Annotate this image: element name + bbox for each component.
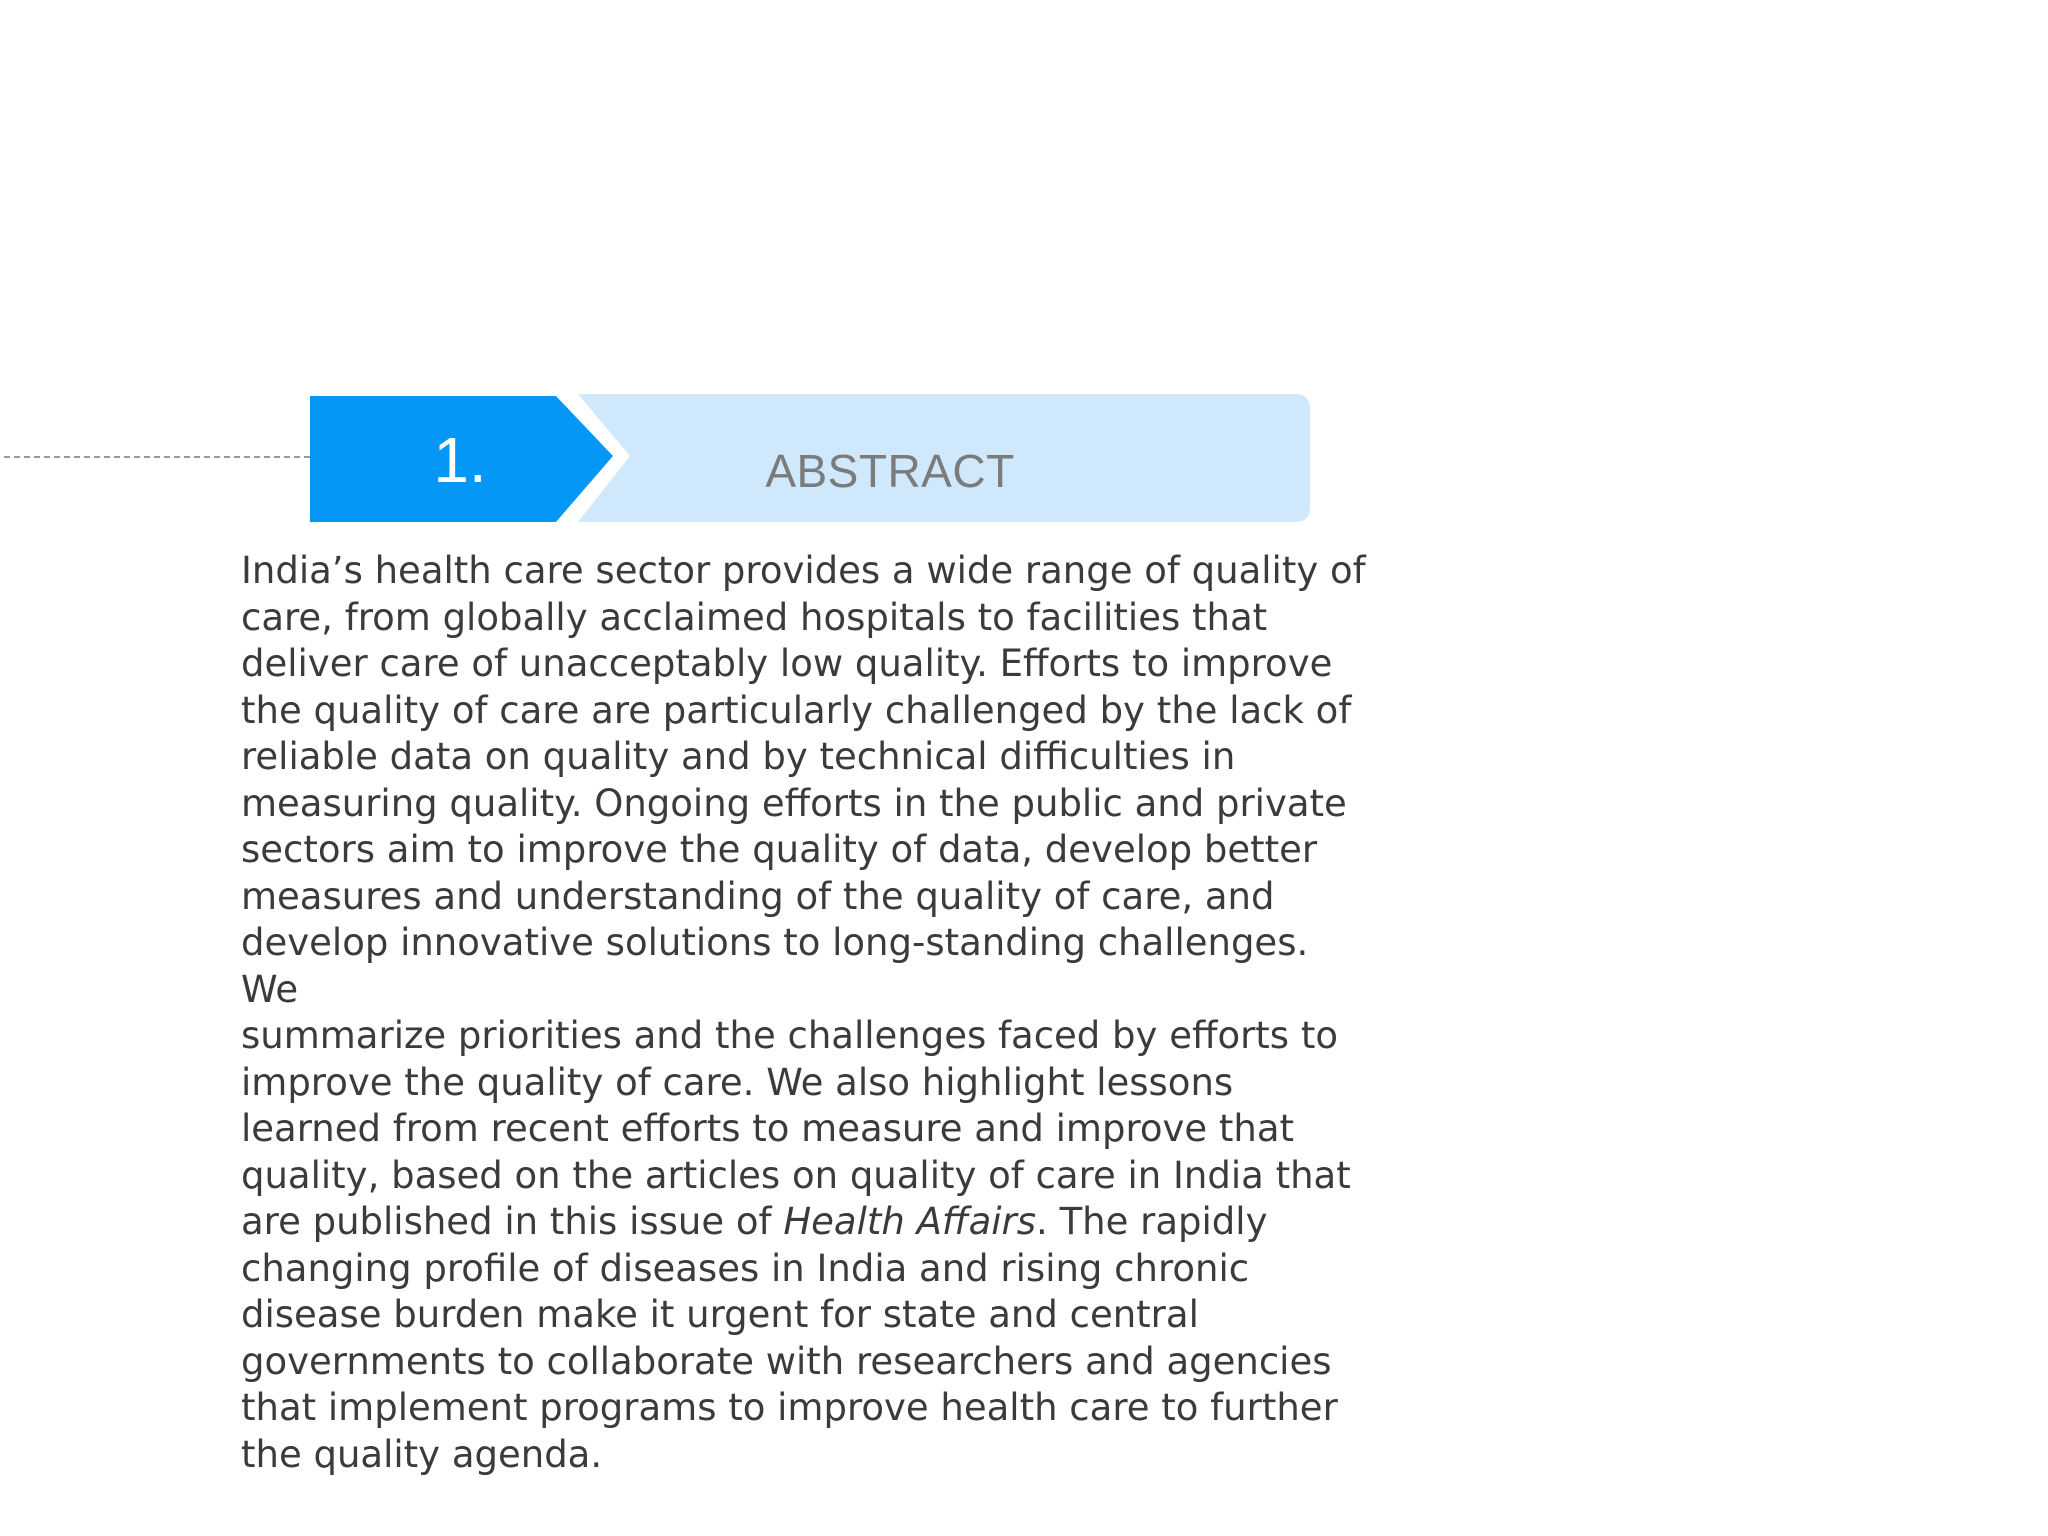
journal-name: Health Affairs [783,1200,1037,1243]
dashed-connector-line [4,456,310,458]
abstract-paragraph [241,548,1371,1478]
abstract-text-part-2: . The rapidly changing profile of diseases in India and rising chronic disease burden make it urgent for state and central governments to collaborate with researchers and agencies that implement programs to improve health care to further the quality agenda. [241,1200,1338,1476]
section-heading: ABSTRACT [765,444,1015,497]
section-number: 1. [433,424,487,496]
abstract-text-part-1: India’s health care sector provides a wide range of quality of care, from globally acclaimed hospitals to facilities that deliver care of unacceptably low quality. Efforts to improve the quality of care are particularly challenged by the lack of reliable data on quality and by technical difficulties in measuring quality. Ongoing efforts in the public and private sectors aim to improve the quality of data, develop better measures and understanding of the quality of care, and develop innovative solutions to long-standing challenges. We summarize priorities and the challenges faced by efforts to improve the quality of care. We also highlight lessons learned from recent efforts to measure and improve that quality, based on the articles on quality of care in India that are published in this issue of [241,549,1366,1243]
